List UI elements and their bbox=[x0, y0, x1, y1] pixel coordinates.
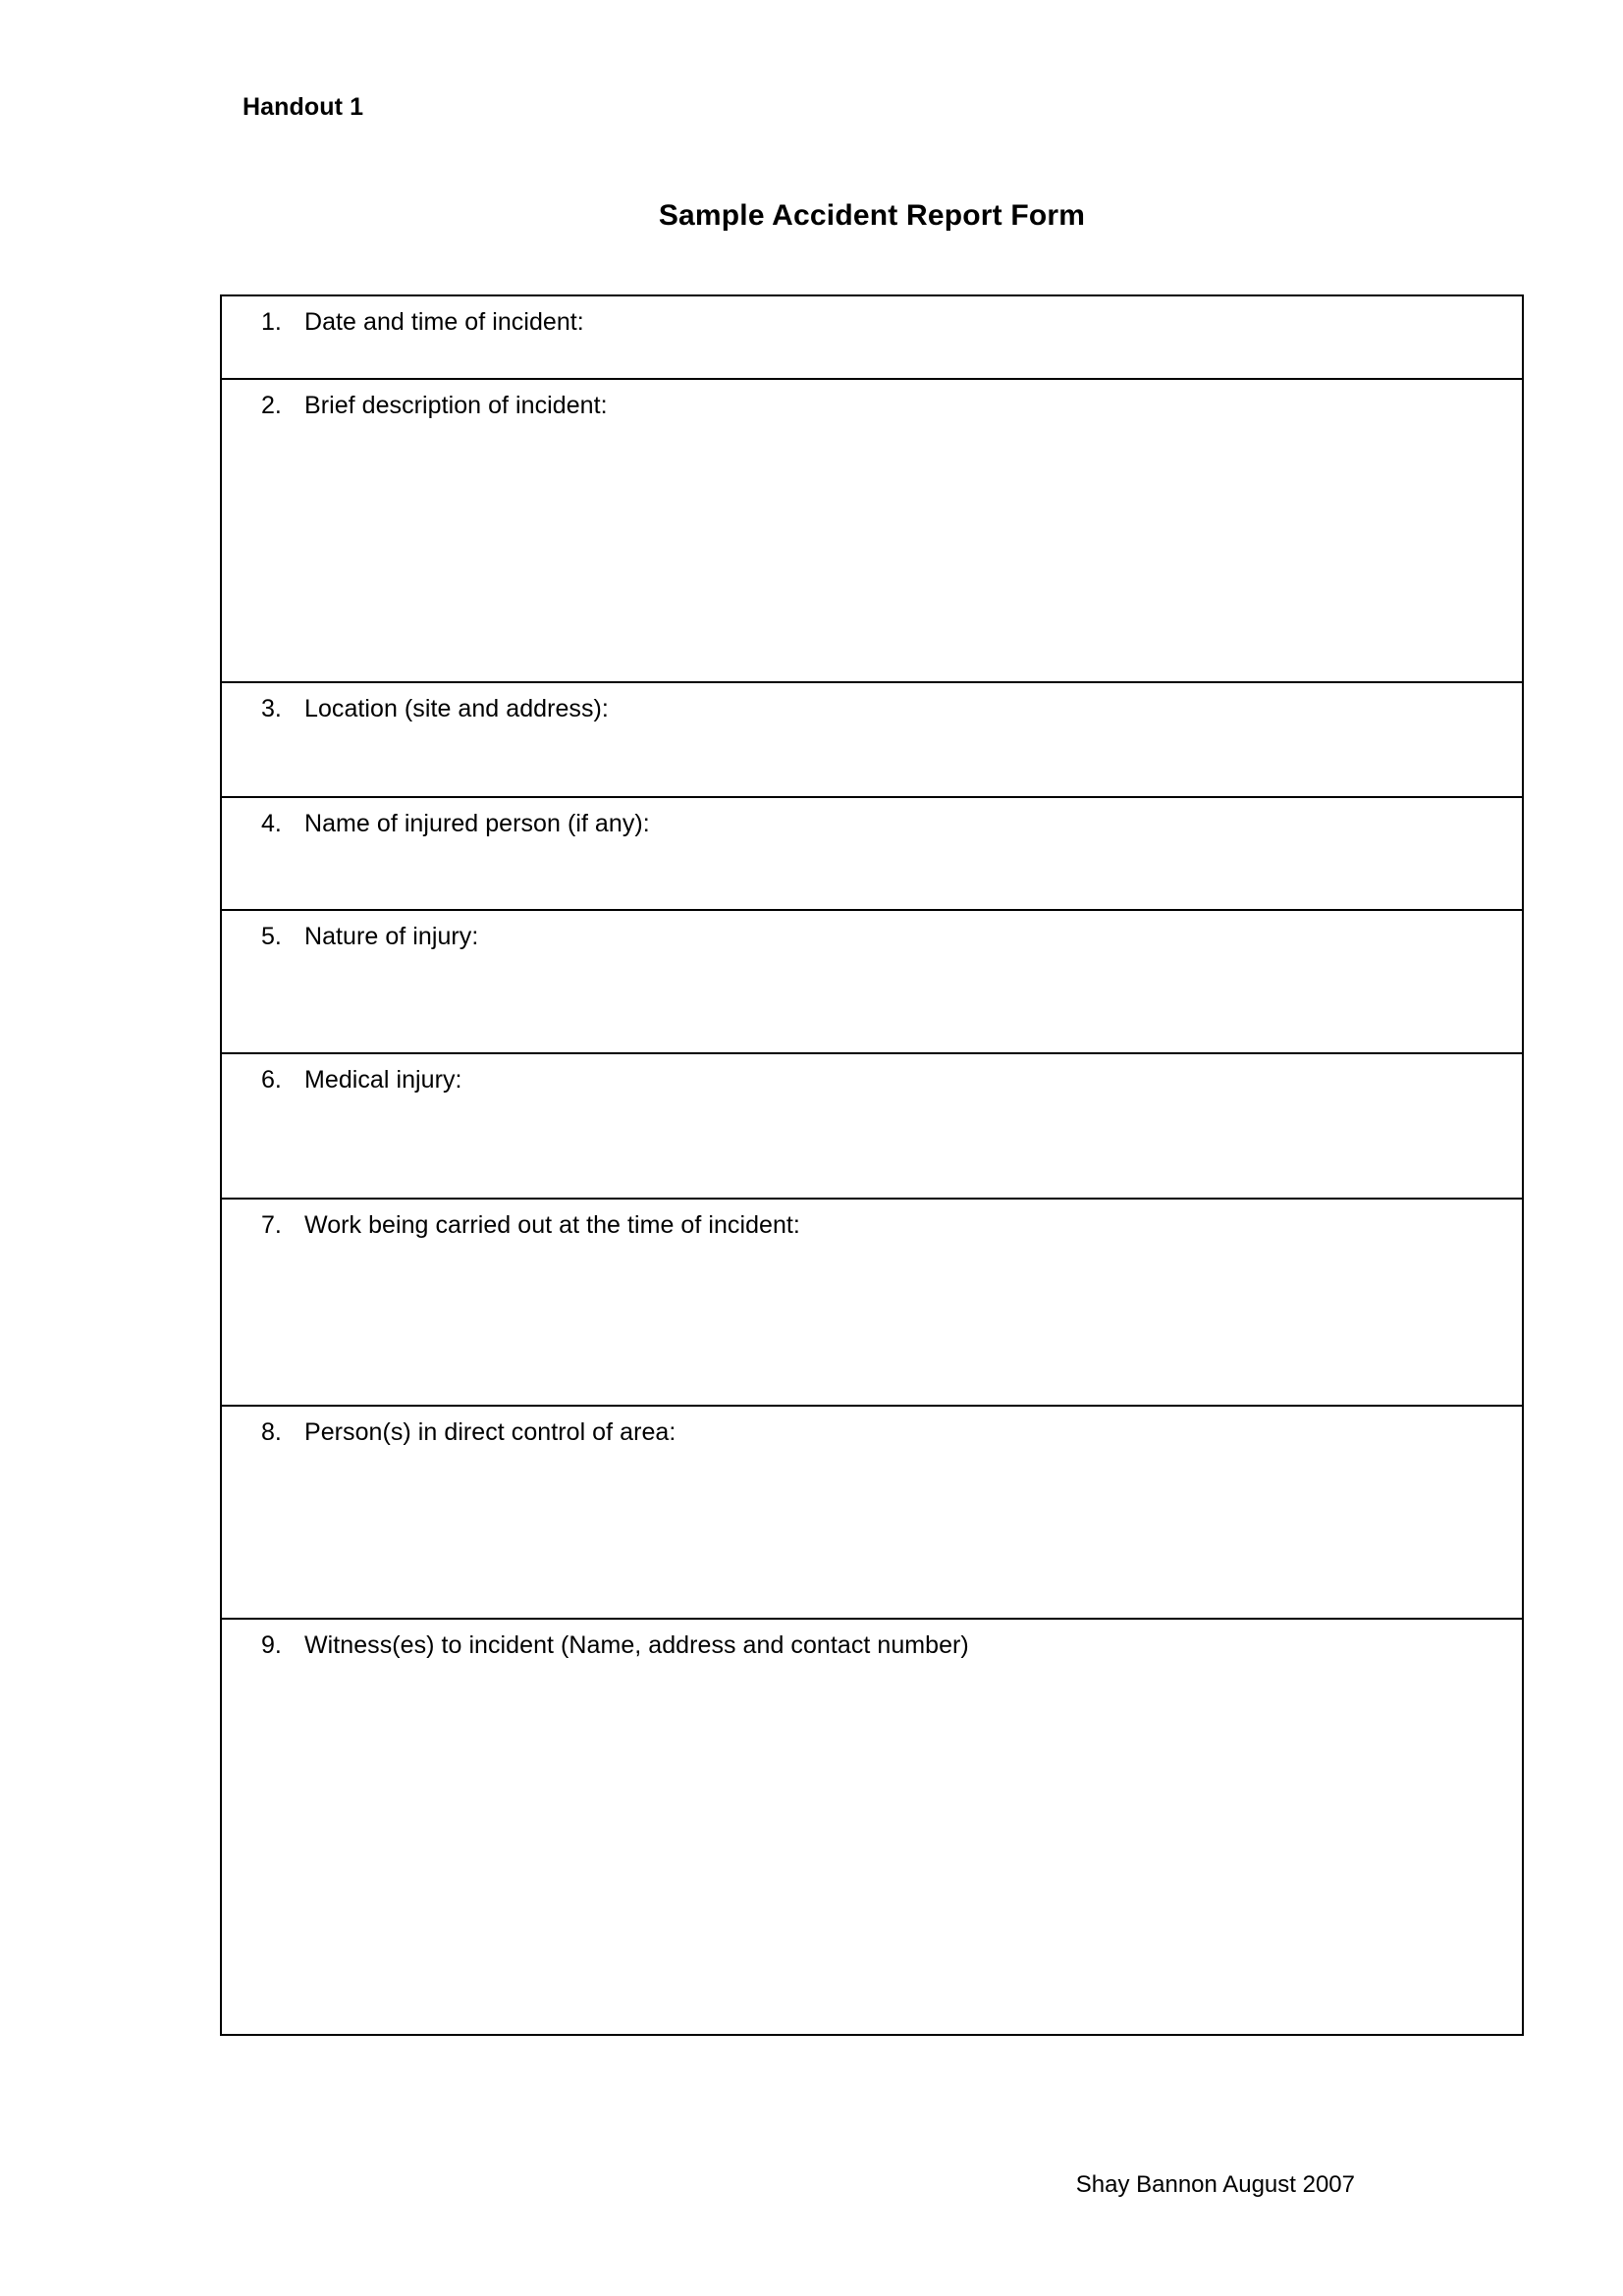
form-field-header bbox=[222, 911, 1522, 952]
form-field-cell[interactable] bbox=[221, 1053, 1523, 1199]
form-field-label: Medical injury: bbox=[304, 1066, 462, 1094]
handout-label: Handout 1 bbox=[243, 93, 364, 121]
form-field-cell[interactable] bbox=[221, 682, 1523, 797]
form-field-header bbox=[222, 798, 1522, 839]
form-field-header bbox=[222, 1200, 1522, 1241]
form-field-header bbox=[222, 380, 1522, 421]
form-field-label: Nature of injury: bbox=[304, 923, 479, 950]
form-field-number: 1. bbox=[261, 308, 282, 336]
form-field-header bbox=[222, 1054, 1522, 1095]
form-field-header bbox=[222, 1620, 1522, 1661]
form-field-number: 2. bbox=[261, 392, 282, 419]
accident-report-form-table bbox=[220, 294, 1524, 2036]
form-field-cell[interactable] bbox=[221, 1199, 1523, 1406]
form-row bbox=[221, 1053, 1523, 1199]
form-row bbox=[221, 682, 1523, 797]
form-field-label: Work being carried out at the time of incident: bbox=[304, 1211, 800, 1239]
form-field-cell[interactable] bbox=[221, 797, 1523, 910]
form-field-label: Location (site and address): bbox=[304, 695, 609, 722]
form-field-cell[interactable] bbox=[221, 379, 1523, 682]
form-field-label: Witness(es) to incident (Name, address and contact number) bbox=[304, 1631, 969, 1659]
form-field-label: Date and time of incident: bbox=[304, 308, 584, 336]
form-field-cell[interactable] bbox=[221, 1406, 1523, 1619]
page-title: Sample Accident Report Form bbox=[658, 199, 1086, 232]
form-field-header bbox=[222, 296, 1522, 338]
form-field-number: 9. bbox=[261, 1631, 282, 1659]
form-field-cell[interactable] bbox=[221, 1619, 1523, 2035]
form-row bbox=[221, 1406, 1523, 1619]
document-footer: Shay Bannon August 2007 bbox=[1075, 2171, 1355, 2198]
form-row bbox=[221, 1199, 1523, 1406]
form-field-cell[interactable] bbox=[221, 910, 1523, 1053]
form-field-header bbox=[222, 683, 1522, 724]
form-field-label: Person(s) in direct control of area: bbox=[304, 1418, 676, 1446]
form-row bbox=[221, 1619, 1523, 2035]
form-field-number: 5. bbox=[261, 923, 282, 950]
form-field-number: 3. bbox=[261, 695, 282, 722]
form-field-label: Brief description of incident: bbox=[304, 392, 608, 419]
form-field-cell[interactable] bbox=[221, 295, 1523, 379]
form-row bbox=[221, 910, 1523, 1053]
form-row bbox=[221, 797, 1523, 910]
form-field-label: Name of injured person (if any): bbox=[304, 810, 650, 837]
form-field-number: 4. bbox=[261, 810, 282, 837]
form-rows bbox=[221, 295, 1523, 2035]
form-field-header bbox=[222, 1407, 1522, 1448]
form-row bbox=[221, 295, 1523, 379]
form-field-number: 7. bbox=[261, 1211, 282, 1239]
form-field-number: 6. bbox=[261, 1066, 282, 1094]
form-field-number: 8. bbox=[261, 1418, 282, 1446]
form-row bbox=[221, 379, 1523, 682]
